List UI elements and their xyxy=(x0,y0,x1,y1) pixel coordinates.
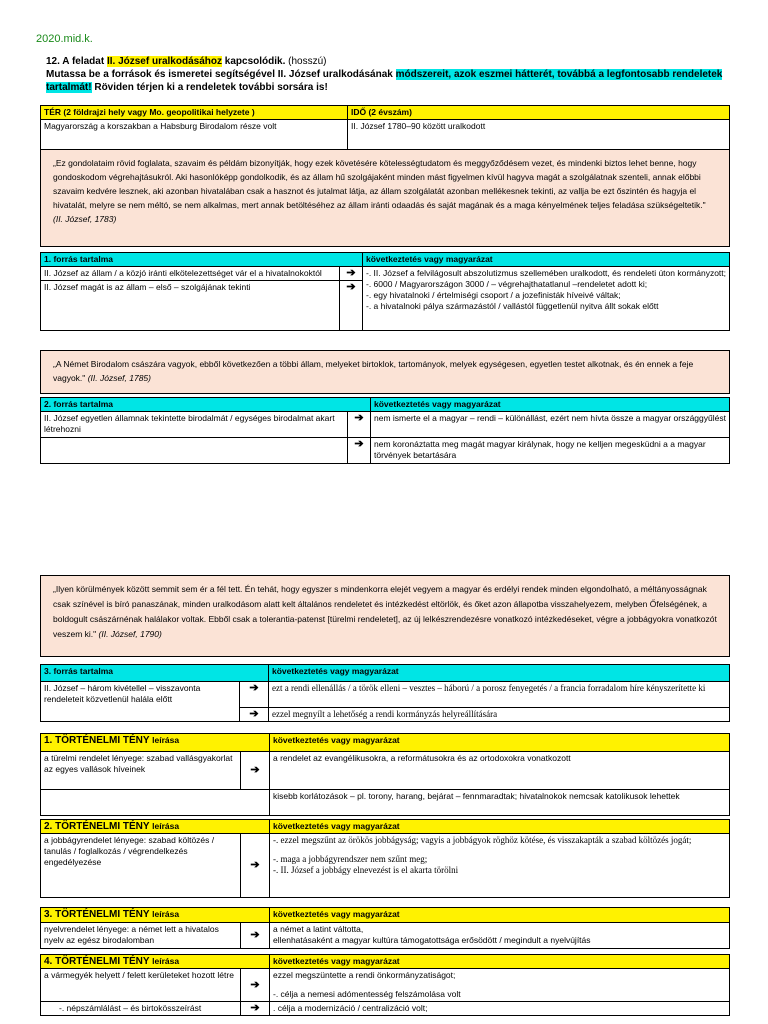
fact-1-left: a türelmi rendelet lényege: szabad vallásgyakorlat az egyes vallások híveinek xyxy=(41,752,241,790)
source-1-right-4: -. a hivatalnoki pálya származástól / vallástól függetlenül nyitva állt sokak előtt xyxy=(366,301,659,311)
question-type: (hosszú) xyxy=(285,56,327,67)
space-time-table xyxy=(40,105,730,152)
fact-1-head-left xyxy=(41,734,270,752)
fact-4-left-2: -. népszámlálást – és birtokösszeírást xyxy=(41,1002,241,1016)
question-highlight: módszereit, azok eszmei hátterét, továbbá a legfontosabb rendeletek tartalmát! xyxy=(46,69,723,93)
fact-4-left-1: a vármegyék helyett / felett kerületeket hozott létre xyxy=(41,969,241,1002)
fact-2-left: a jobbágyrendelet lényege: szabad költözés / tanulás / foglalkozás / végrendelkezés engedélyezése xyxy=(41,834,241,898)
fact-1-left-empty xyxy=(41,790,270,816)
source-1-left-2: II. József magát is az állam – első – szolgájának tekinti xyxy=(41,281,340,331)
question-line2: Mutassa be a források és ismeretei segítségével II. József uralkodásának xyxy=(46,69,396,80)
question-line1-post: kapcsolódik. xyxy=(222,56,286,67)
question-block xyxy=(46,55,731,94)
fact-1-table xyxy=(40,733,730,816)
fact-2-head-small: leírása xyxy=(152,821,180,831)
fact-2-head-title: 2. TÖRTÉNELMI TÉNY xyxy=(44,821,153,832)
fact-1-right-2: kisebb korlátozások – pl. torony, harang, bejárat – fennmaradtak; hivatalnokok nemcsak katolikusok lehettek xyxy=(270,790,730,816)
fact-3-head-title: 3. TÖRTÉNELMI TÉNY xyxy=(44,909,153,920)
fact-4-right-3: . célja a modernizáció / centralizáció volt; xyxy=(270,1002,730,1016)
fact-3-head-right: következtetés vagy magyarázat xyxy=(270,908,730,923)
fact-1-head-right: következtetés vagy magyarázat xyxy=(270,734,730,752)
arrow-icon: ➔ xyxy=(240,708,269,722)
question-number: 12. A feladat xyxy=(46,56,107,67)
fact-3-head-small: leírása xyxy=(152,909,180,919)
time-cell: II. József 1780–90 között uralkodott xyxy=(348,120,730,152)
arrow-icon: ➔ xyxy=(348,412,371,438)
fact-3-right-2: ellenhatásaként a magyar kultúra támogatottsága erősödött / megindult a nyelvújítás xyxy=(273,935,591,945)
fact-4-table xyxy=(40,954,730,1016)
space-header: TÉR (2 földrajzi hely vagy Mo. geopolitikai helyzete ) xyxy=(41,106,348,120)
fact-2-right-2: -. maga a jobbágyrendszer nem szűnt meg; xyxy=(273,854,428,864)
fact-4-head-small: leírása xyxy=(152,956,180,966)
quote-1-text: „Ez gondolataim rövid foglalata, szavaim és példám bizonyítják, hogy ezek követésére kötelességtudatom és meggyőződésem vezet, és mindenki biztos lehet benne, hogy gondoskodom végrehajtásukról. Aki hasonlóképp gondolkodik, és az állam hű szolgájaként minden mást figyelmen kívül hagyva magát a szolgálatnak szenteli, annak előbbi szavaim kedvére lesznek, aki azonban hivatalában csak a hasznot és jutalmat látja, az állam szolgálatát azonban mellékesnek tekinti, az vallja be ezt őszintén és hagyja el hivatalát, melyre se nem méltó, se nem alkalmas, mert annak betöltéséhez az állam iránti odaadás és saját magának és a maga kényelmének teljes feladása szükségeltetik." xyxy=(53,158,706,210)
source-2-head-left: 2. forrás tartalma xyxy=(41,398,371,412)
fact-2-table xyxy=(40,819,730,898)
arrow-icon: ➔ xyxy=(240,1002,269,1016)
fact-3-left: nyelvrendelet lényege: a német lett a hivatalos nyelv az egész birodalomban xyxy=(41,923,241,949)
fact-1-head-title: 1. TÖRTÉNELMI TÉNY xyxy=(44,735,153,746)
source-1-right-2: -. 6000 / Magyarországon 3000 / – végrehajthatatlanul –rendeletet adott ki; xyxy=(366,279,648,289)
quote-1-source: (II. József, 1783) xyxy=(53,214,117,224)
source-1-right xyxy=(363,267,730,331)
arrow-icon: ➔ xyxy=(240,834,269,898)
arrow-icon: ➔ xyxy=(340,267,363,281)
question-line3: Röviden térjen ki a rendeletek további sorsára is! xyxy=(91,82,328,93)
fact-3-right-1: a német a latint váltotta, xyxy=(273,924,364,934)
quote-1 xyxy=(40,149,730,247)
quote-2-text: „A Német Birodalom császára vagyok, ebből következően a többi állam, melyeket birtoklok, tartományok, melyek egységesen, egyetlen testet alkotnak, és én ennek a feje vagyok." xyxy=(53,359,694,383)
source-2-right-1: nem ismerte el a magyar – rendi – különállást, ezért nem hívta össze a magyar országgyűlést xyxy=(371,412,730,438)
source-3-table xyxy=(40,664,730,722)
arrow-icon: ➔ xyxy=(240,752,269,790)
quote-2 xyxy=(40,350,730,394)
fact-4-head-left xyxy=(41,955,270,969)
fact-2-right-1: -. ezzel megszűnt az örökös jobbágyság; vagyis a jobbágyok röghöz kötése, és visszakapták a szabad költözés jogát; xyxy=(273,835,692,845)
source-2-left-1: II. József egyetlen államnak tekintette birodalmát / egységes birodalmat akart létrehozni xyxy=(41,412,348,438)
source-1-head-left: 1. forrás tartalma xyxy=(41,253,363,267)
fact-2-right-3: -. II. József a jobbágy elnevezést is el akarta törölni xyxy=(273,865,459,875)
fact-3-right xyxy=(270,923,730,949)
source-1-right-3: -. egy hivatalnoki / értelmiségi csoport / a jozefinisták híveivé váltak; xyxy=(366,290,621,300)
arrow-icon: ➔ xyxy=(348,438,371,464)
fact-1-right-1: a rendelet az evangélikusokra, a reformátusokra és az ortodoxokra vonatkozott xyxy=(270,752,730,790)
question-topic-highlight: II. József uralkodásához xyxy=(106,56,222,67)
source-2-table xyxy=(40,397,730,464)
arrow-icon: ➔ xyxy=(240,969,269,1002)
fact-4-head-right: következtetés vagy magyarázat xyxy=(270,955,730,969)
source-3-head-right: következtetés vagy magyarázat xyxy=(269,665,730,682)
quote-3-text: „Ilyen körülmények között semmit sem ér a fél tett. Én tehát, hogy egyszer s mindenkorra elejét vegyem a magyar és erdélyi rendek minden elgondolható, a méltányosságnak csak színével is bíró panaszának, minden uralkodásom alatt kelt általános rendeletet és intézkedést eltörlök, és őket azon állapotba visszahelyezem, melyben Őfelségének, a boldogult császárnénak halálakor voltak. Ebből csak a tolerantia-patenst [türelmi rendeletet], az új lelkészrendezésre vonatkozó intézkedéseket, végre a jobbágyokra vonatkozót veszem ki." xyxy=(53,584,717,639)
source-3-head-left: 3. forrás tartalma xyxy=(41,665,269,682)
fact-1-head-small: leírása xyxy=(152,735,180,745)
space-cell: Magyarország a korszakban a Habsburg Birodalom része volt xyxy=(41,120,348,152)
fact-4-right-2: -. célja a nemesi adómentesség felszámolása volt xyxy=(273,989,461,999)
source-2-head-right: következtetés vagy magyarázat xyxy=(371,398,730,412)
fact-2-head-left xyxy=(41,820,270,834)
source-3-right-1: ezt a rendi ellenállás / a török elleni – vesztes – háború / a porosz fenyegetés / a francia forradalom híre kényszerítette ki xyxy=(269,682,730,708)
source-3-right-2: ezzel megnyílt a lehetőség a rendi kormányzás helyreállítására xyxy=(269,708,730,722)
source-1-head-right: következtetés vagy magyarázat xyxy=(363,253,730,267)
arrow-icon: ➔ xyxy=(340,281,363,331)
source-3-left-1: II. József – három kivétellel – visszavonta rendeleteit közvetlenül halála előtt xyxy=(41,682,240,722)
fact-4-right-a xyxy=(270,969,730,1002)
time-header: IDŐ (2 évszám) xyxy=(348,106,730,120)
source-2-right-2: nem koronáztatta meg magát magyar királynak, hogy ne kelljen megesküdni a a magyar törvények betartására xyxy=(371,438,730,464)
source-1-right-1: -. II. József a felvilágosult abszolutizmus szellemében uralkodott, és rendeleti úton kormányzott; xyxy=(366,268,727,278)
fact-2-head-right: következtetés vagy magyarázat xyxy=(270,820,730,834)
document-header: 2020.mid.k. xyxy=(36,33,93,45)
fact-2-right xyxy=(270,834,730,898)
arrow-icon: ➔ xyxy=(240,682,269,708)
quote-2-source: (II. József, 1785) xyxy=(87,373,151,383)
fact-4-right-1: ezzel megszüntette a rendi önkormányzatiságot; xyxy=(273,970,456,980)
fact-3-head-left xyxy=(41,908,270,923)
arrow-icon: ➔ xyxy=(240,923,269,949)
quote-3-source: (II. József, 1790) xyxy=(98,629,162,639)
source-1-table xyxy=(40,252,730,331)
source-1-left-1: II. József az állam / a közjó iránti elkötelezettséget vár el a hivatalnokoktól xyxy=(41,267,340,281)
quote-3 xyxy=(40,575,730,657)
fact-4-head-title: 4. TÖRTÉNELMI TÉNY xyxy=(44,956,153,967)
source-2-left-empty xyxy=(41,438,348,464)
fact-3-table xyxy=(40,907,730,949)
